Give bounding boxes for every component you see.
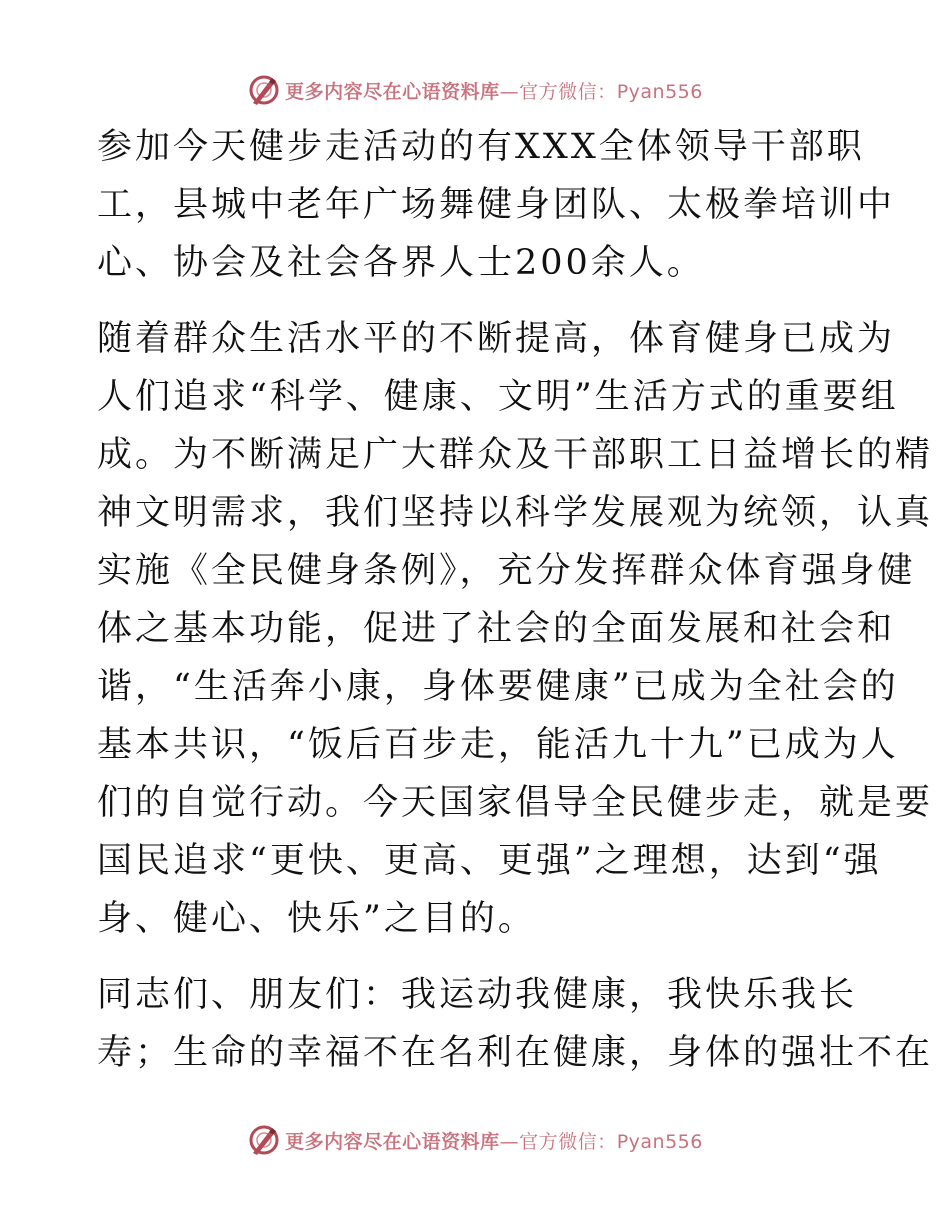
banner-dash: — [499, 80, 520, 103]
text-line: 神文明需求，我们坚持以科学发展观为统领，认真 [97, 493, 934, 533]
footer-banner [0, 1120, 950, 1160]
pen-logo-icon [247, 73, 281, 107]
banner-text [285, 1127, 703, 1154]
text-line: 寿；生命的幸福不在名利在健康，身体的强壮不在 [97, 1033, 934, 1073]
banner-main-text: 更多内容尽在心语资料库 [285, 80, 500, 103]
text-line: 参加今天健步走活动的有XXX全体领导干部职 [97, 127, 865, 167]
document-body [97, 118, 934, 1100]
paragraph-2 [97, 310, 934, 948]
text-line: 心、协会及社会各界人士200余人。 [97, 243, 705, 283]
banner-text [285, 77, 703, 104]
text-line: 随着群众生活水平的不断提高，体育健身已成为 [97, 319, 896, 359]
text-line: 成。为不断满足广大群众及干部职工日益增长的精 [97, 435, 934, 475]
text-line: 工，县城中老年广场舞健身团队、太极拳培训中 [97, 185, 896, 225]
text-line: 体之基本功能，促进了社会的全面发展和社会和 [97, 609, 896, 649]
banner-wechat-id: Pyan556 [616, 1130, 703, 1153]
banner-main-text: 更多内容尽在心语资料库 [285, 1130, 500, 1153]
header-banner [0, 70, 950, 110]
text-line: 实施《全民健身条例》，充分发挥群众体育强身健 [97, 551, 916, 591]
paragraph-3 [97, 966, 934, 1082]
text-line: 国民追求“更快、更高、更强”之理想，达到“强 [97, 841, 882, 881]
paragraph-1 [97, 118, 896, 292]
text-line: 基本共识，“饭后百步走，能活九十九”已成为人 [97, 725, 899, 765]
banner-wechat-id: Pyan556 [616, 80, 703, 103]
banner-wechat-label: 官方微信： [519, 80, 617, 103]
text-line: 们的自觉行动。今天国家倡导全民健步走，就是要 [97, 783, 934, 823]
pen-logo-icon [247, 1123, 281, 1157]
banner-wechat-label: 官方微信： [519, 1130, 617, 1153]
text-line: 谐，“生活奔小康，身体要健康”已成为全社会的 [97, 667, 899, 707]
text-line: 人们追求“科学、健康、文明”生活方式的重要组 [97, 377, 899, 417]
text-line: 同志们、朋友们：我运动我健康，我快乐我长 [97, 975, 858, 1015]
text-line: 身、健心、快乐”之目的。 [97, 899, 536, 939]
banner-dash: — [499, 1130, 520, 1153]
